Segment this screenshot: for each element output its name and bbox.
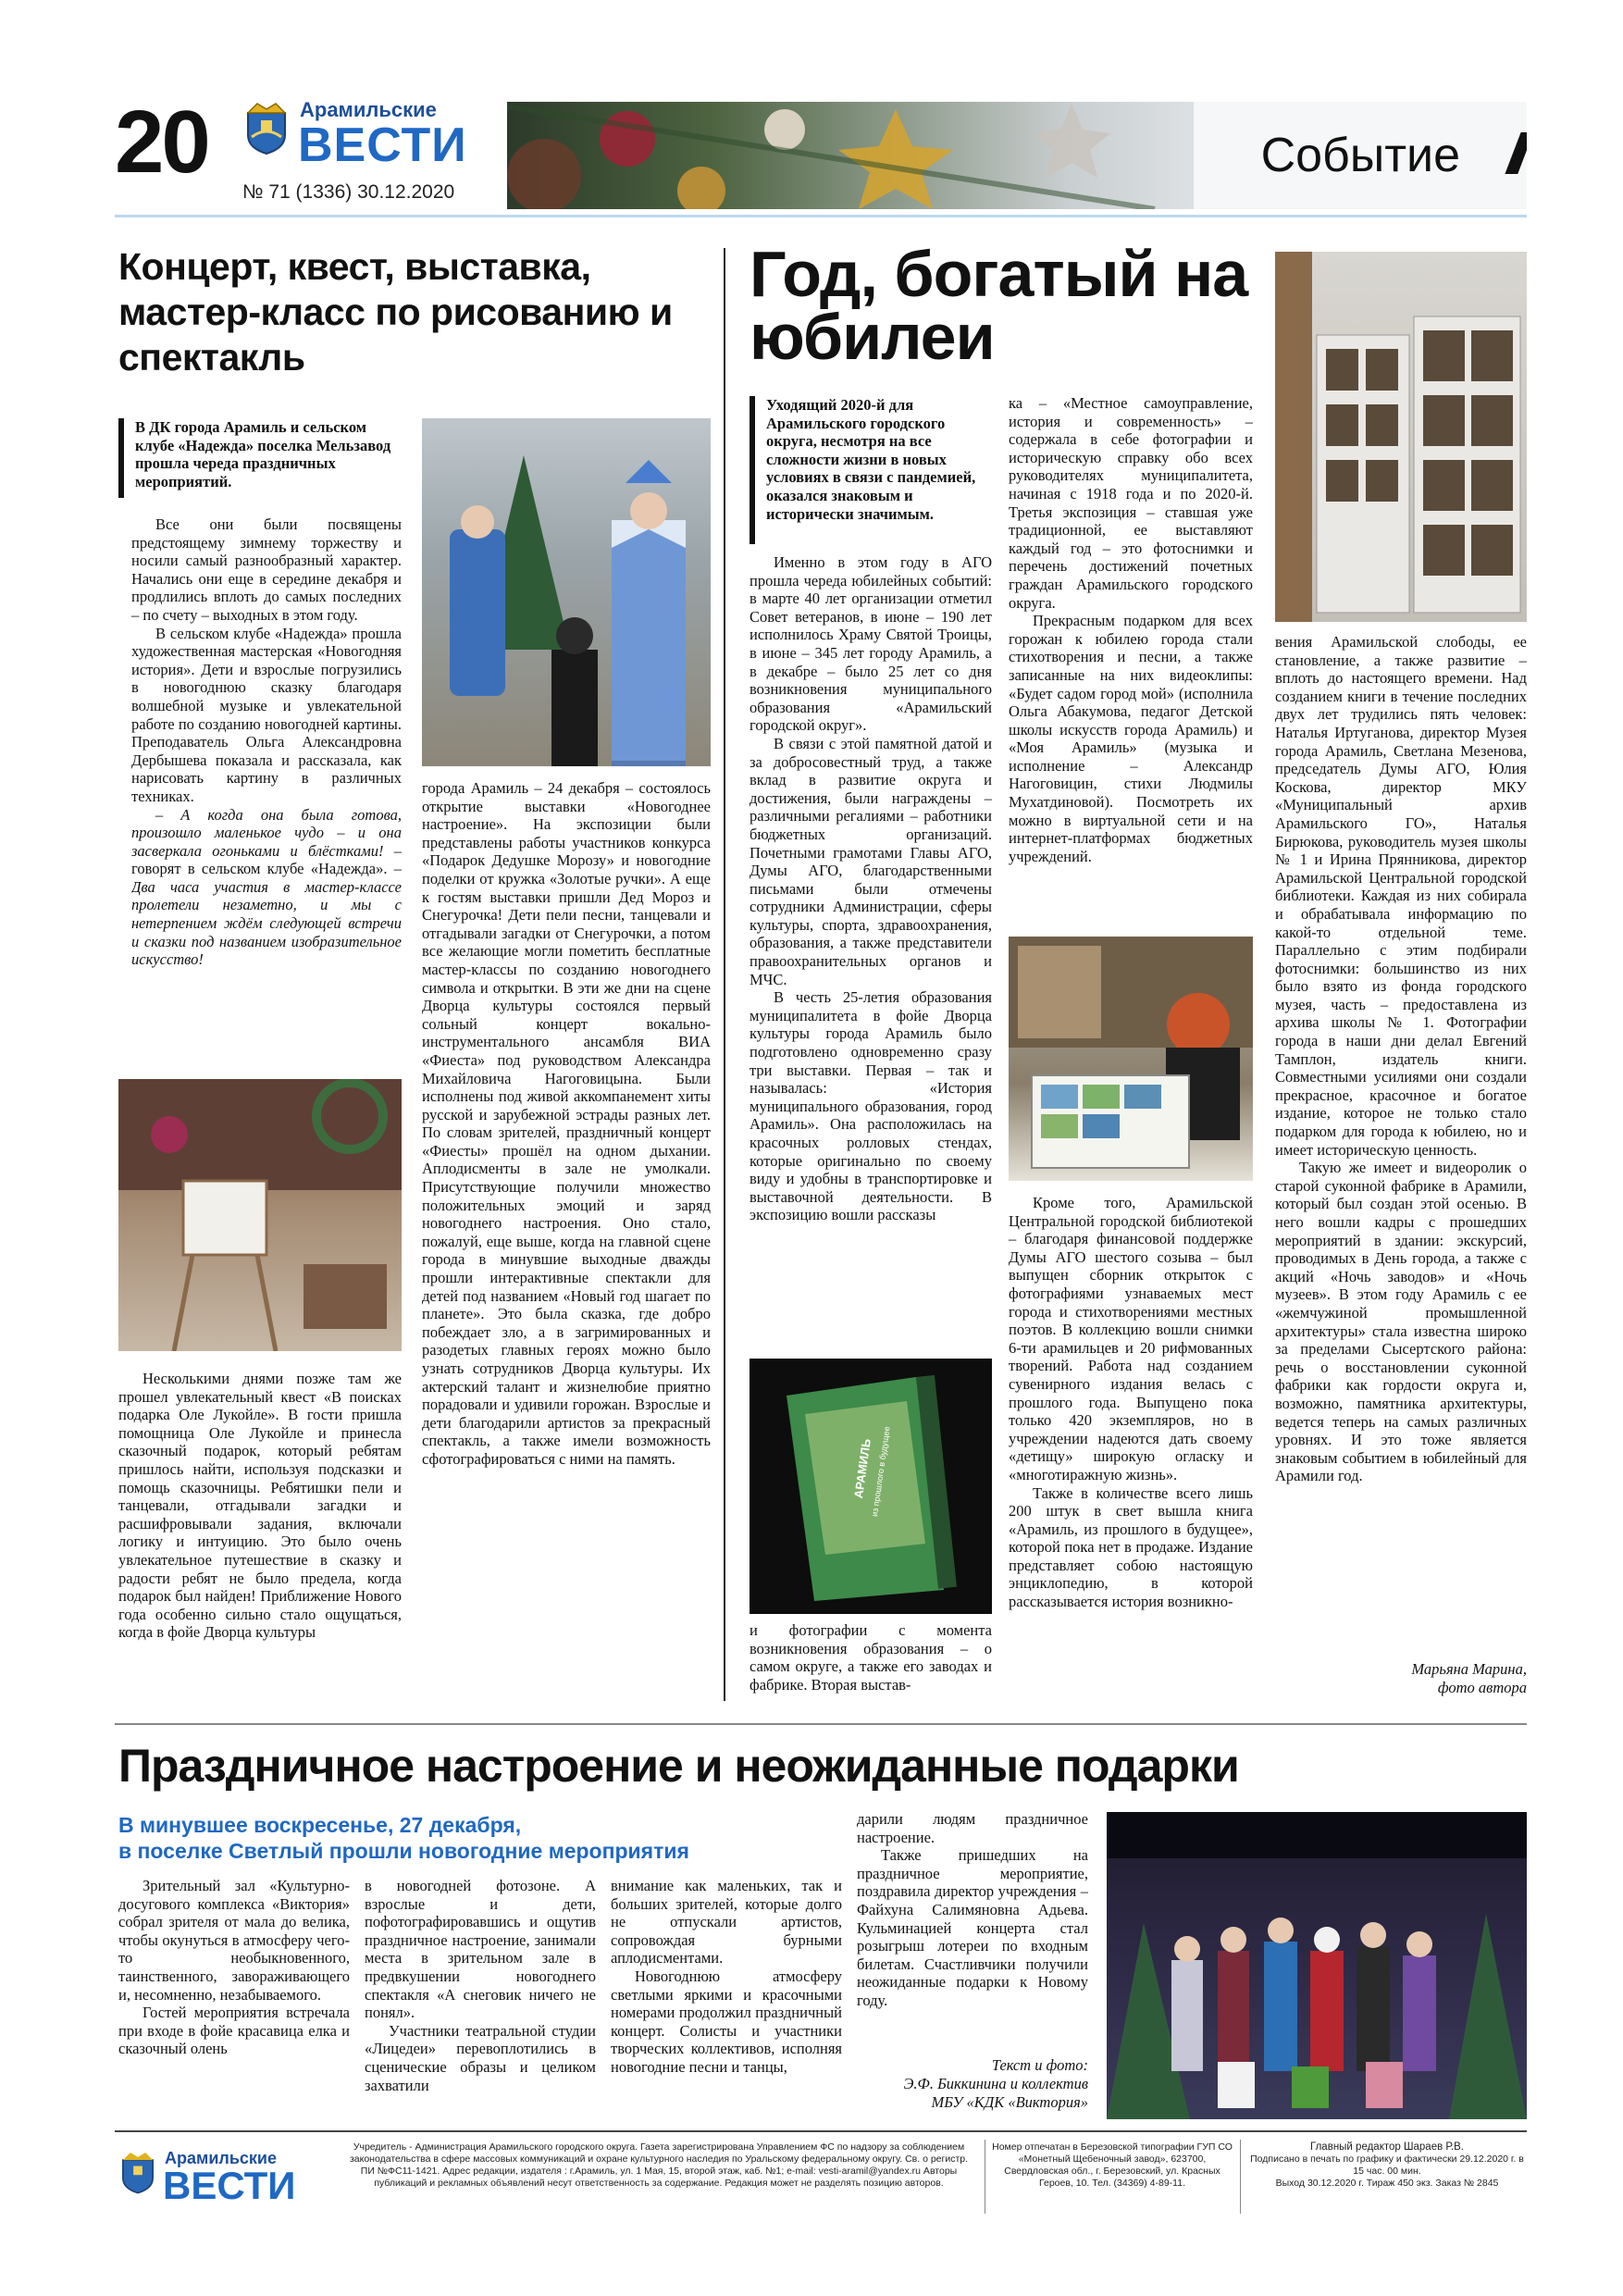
photo-illustration: [422, 418, 711, 766]
masthead-logo: [242, 96, 492, 181]
issue-number: № 71 (1336) 30.12.2020: [242, 181, 455, 203]
article2-paragraph: вения Арамильской слободы, ее становление, а также развитие – вплоть до настоящего времени. Над созданием книги в течение последних двух лет трудились пять человек: Наталья Иртуганова, директор Музея города Арамиль, Светлана Мезенова, председатель Думы АГО, Юлия Коскова, директор МКУ «Муниципальный архив Арамильского ГО», Наталья Бирюкова, руководитель музея школы № 1 и Ирина Прянникова, директор Арамильской Центральной городской библиотеки. Каждая из них собирала и обрабатывала информацию по какой-то отдельной теме. Параллельно с этим подбирали фотоснимки: большинство из них было взято из фонда городского музея, часть – предоставлена из архива школы № 1. Фотографии города в наши дни делал Евгений Тамплон, издатель книги. Совместными усилиями они создали прекрасное, красочное и богатое издание, которое не только стало подарком для города к юбилею, но и имеет историческую ценность.: [1275, 633, 1527, 1159]
article2-paragraph: В связи с этой памятной датой и за добросовестный труд, а также вклад в развитие округа и достижения, были награждены – различными регалиями – работники бюджетных организаций. Почетными грамотами Главы АГО, Думы АГО, благодарственными письмами были отмечены сотрудники Администрации, сферы культуры, спорта, здравоохранения, образования, а также представители правоохранительных органов и МЧС.: [750, 734, 992, 988]
article2-column-1b: [750, 1621, 992, 1705]
article2-credit-name: Марьяна Марина,: [1411, 1660, 1527, 1678]
article3-credit-1: Текст и фото:: [991, 2056, 1088, 2074]
article1-lead: В ДК города Арамиль и сельском клубе «Надежда» поселка Мельзавод прошла череда праздничных мероприятий.: [118, 418, 402, 498]
photo-book-aramil: [750, 1359, 992, 1614]
footer-signed: Подписано в печать по графику и фактически 29.12.2020 г. в 15 час. 00 мин.: [1250, 2153, 1524, 2177]
photo-illustration: [1107, 1812, 1527, 2119]
article3-subtitle-1: В минувшее воскресенье, 27 декабря,: [118, 1813, 522, 1837]
logo-top-text: Арамильские: [300, 98, 437, 121]
article3-title: Праздничное настроение и неожиданные подарки: [118, 1740, 1239, 1792]
photo-illustration: [118, 1079, 402, 1351]
article3-paragraph: Также пришедших на праздничное мероприятие, поздравила директор учреждения – Файхуна Салимяновна Адьева. Кульминацией концерта стал розыгрыш лотереи по входным билетам. Счастливчики получили неожиданные подарки к Новому году.: [857, 1846, 1088, 2009]
crest-icon: [118, 2149, 157, 2195]
article2-column-3: [1275, 633, 1527, 1645]
article2-paragraph: Именно в этом году в АГО прошла череда юбилейных событий: в марте 40 лет организации отметил Совет ветеранов, в июне – 190 лет исполнилось Храму Святой Троицы, в июне – 345 лет городу Арамиль, а в декабре – было 25 лет со дня возникновения муниципального образования «Арамильский городской округ».: [750, 553, 992, 735]
logo-bottom-text: ВЕСТИ: [298, 118, 467, 172]
article3-subtitle-2: в поселке Светлый прошли новогодние мероприятия: [118, 1839, 689, 1863]
article2-paragraph: и фотографии с момента возникновения образования – о самом округе, а также его заводах и фабрике. Вторая выстав-: [750, 1621, 992, 1694]
article1-quote-2: – Два часа участия в мастер-классе пролетели незаметно, и мы с нетерпением ждём следующей встречи и сказки под названием изобразительное искусство!: [131, 860, 402, 969]
article1-title: Концерт, квест, выставка, мастер-класс по рисованию и спектакль: [118, 245, 673, 379]
footer-print-info: Номер отпечатан в Березовской типографии ГУП СО «Монетный Щебеночный завод», 623700, Свердловская обл., г. Березовский, ул. Красных Героев, 10. Тел. (34369) 4-89-11.: [992, 2141, 1233, 2189]
article1-column-2: [422, 779, 711, 1701]
article2-title: Год, богатый на юбилеи: [750, 238, 1248, 373]
article3-paragraph: Новогоднюю атмосферу светлыми яркими и красочными номерами продолжил праздничный концерт. Солисты и участники творческих коллективов, исполняя новогодние песни и танцы,: [611, 1967, 842, 2076]
article1-paragraph: В сельском клубе «Надежда» прошла художественная мастерская «Новогодняя история». Дети и взрослые погрузились в новогоднюю сказку благодаря волшебной музыке и увлекательной работе по созданию новогодней картины. Преподаватель Ольга Александровна Дербышева показала и рассказала, как нарисовать картину в различных техниках.: [131, 624, 402, 805]
article3-paragraph: Зрительный зал «Культурно-досугового комплекса «Виктория» собрал зрителя от мала до велика, чтобы окунуться в атмосферу чего-то необыкновенного, таинственного, завораживающего и, несомненно, незабываемого.: [118, 1877, 350, 2004]
footer-logo-bottom: ВЕСТИ: [163, 2164, 296, 2207]
article2-paragraph: Также в количестве всего лишь 200 штук в свет вышла книга «Арамиль, из прошлого в будущее», которой пока нет в продаже. Издание представляет собою настоящую энциклопедию, в которой рассказывается история возникно-: [1009, 1483, 1253, 1611]
article1-quote-attribution: – говорят в сельском клубе «Надежда».: [131, 841, 402, 878]
article2-credit-role: фото автора: [1437, 1679, 1527, 1696]
article2-paragraph: Прекрасным подарком для всех горожан к юбилею города стали стихотворения и песни, а также записанные на них видеоклипы: «Будет садом город мой» (исполнила Ольга Абакумова, педагог Детской школы искусств города Арамиль) и «Моя Арамиль» (музыка и исполнение – Александр Нагоговицин, стихи Людмилы Мухатдиновой). Посмотреть их можно в виртуальной сети и на интернет-платформах бюджетных учреждений.: [1009, 612, 1253, 865]
page-number: 20: [115, 93, 208, 192]
footer-logo: [118, 2140, 331, 2214]
article3-paragraph: Гостей мероприятия встречала при входе в фойе красавица елка и сказочный олень: [118, 2004, 350, 2058]
section-divider: [115, 1723, 1527, 1725]
footer-editor-name: Главный редактор Шараев Р.В.: [1310, 2141, 1464, 2153]
photo-easel-painting: [118, 1079, 402, 1351]
article2-paragraph: ка – «Местное самоуправление, история и современность» – содержала в себе фотографии и историческую справку обо всех руководителях муниципалитета, начиная с 1918 года и по 2020-й. Третья экспозиция – ставшая уже традиционной, ее выставляют каждый год – это фотоснимки и перечень достижений почетных граждан Арамильского городского округа.: [1009, 394, 1253, 612]
photo-postcard-exhibition: [1009, 937, 1253, 1181]
article3-paragraph: внимание как маленьких, так и больших зрителей, которые долго не отпускали артистов, сопровождая бурными аплодисментами.: [611, 1877, 842, 1967]
article1-column-1a: [131, 515, 402, 1071]
article3-column-3: [611, 1877, 842, 2121]
article3-column-4: [857, 1810, 1088, 2051]
footer-divider: [1240, 2140, 1241, 2214]
article1-column-1b: [118, 1370, 402, 1701]
article3-column-2: [365, 1877, 596, 2121]
photo-illustration: [1275, 252, 1527, 622]
book-subtitle: из прошлого в будущее: [870, 1425, 892, 1518]
photo-illustration: [750, 1359, 992, 1614]
article1-paragraph: города Арамиль – 24 декабря – состоялось открытие выставки «Новогоднее настроение». На экспозиции были представлены работы участников конкурса «Подарок Дедушке Морозу» и новогодние поделки от кружка «Золотые ручки». А еще к гостям выставки пришли Дед Мороз и Снегурочка! Дети пели песни, танцевали и отгадывали загадки от Снегурочки, а потом все желающие могли пометить бесплатные мастер-классы по созданию новогоднего символа и открытки. В эти же дни на сцене Дворца культуры состоялся первый сольный концерт вокально-инструментального ансамбля ВИА «Фиеста» под руководством Александра Михайловича Нагоговицына. Были исполнены под живой аккомпанемент хиты русской и зарубежной эстрады разных лет. По словам зрителей, праздничный концерт «Фиесты» прошёл на одном дыхании. Аплодисменты в зале не умолкали. Присутствующие получили множество положительных эмоций и заряд новогоднего настроения. Оно стало, пожалуй, еще выше, когда на главной сцене города в минувшие выходные дважды прошли интерактивные спектакли для детей под названием «Новый год шагает по планете». Это была сказка, где добро побеждает зло, а в загримированных и разодетых главных героях можно было узнать сотрудников Дворца культуры. Их актерский талант и жизнелюбие приятно порадовали и удивили горожан. Взрослые и дети благодарили артистов за прекрасный спектакль, а также имели возможность сфотографироваться с ними на память.: [422, 779, 711, 1468]
photo-ded-moroz-snegurochka: [422, 418, 711, 766]
article2-paragraph: Кроме того, Арамильской Центральной городской библиотекой – благодаря финансовой поддержке Думы АГО шестого созыва – был выпущен сборник открыток с фотографиями узнаваемых мест города и стихотворениями местных поэтов. В коллекцию вошли снимки 6-ти арамильцев и 20 рифмованных творений. Работа над созданием сувенирного издания велась с прошлого года. Выпущено пока только 420 экземпляров, но в учреждении надеются дать своему «детищу» широкую огласку и «многотиражную жизнь».: [1009, 1194, 1253, 1483]
article3-paragraph: дарили людям праздничное настроение.: [857, 1810, 1088, 1846]
footer-circulation: Выход 30.12.2020 г. Тираж 450 экз. Заказ № 2845: [1275, 2178, 1499, 2189]
article1-paragraph: Несколькими днями позже там же прошел увлекательный квест «В поисках подарка Оле Лукойле». В гости пришла помощница Оле Лукойле и принесла сказочный подарок, который ребятам пришлось найти, используя подсказки и помощь сказочницы. Ребятишки пели и танцевали, отгадывали загадки и расшифровывали задания, включали логику и интуицию. Это было очень увлекательное путешествие в сказку и радости ребят не было предела, когда подарок был найден! Приближение Нового года особенно сильно стало ощущаться, когда в фойе Дворца культуры: [118, 1370, 402, 1642]
footer-top-rule: [115, 2130, 1527, 2132]
article1-paragraph: Все они были посвящены предстоящему зимнему торжеству и носили самый разнообразный характер. Начались они еще в середине декабря и продлились вплоть до самых последних – по счету – выходных в этом году.: [131, 515, 402, 624]
article2-lead: Уходящий 2020-й для Арамильского городского округа, несмотря на все сложности жизни в новых условиях в связи с пандемией, оказался знаковым и исторически значимым.: [750, 396, 992, 544]
footer-founder-info: Учредитель - Администрация Арамильского городского округа. Газета зарегистрирована Управлением ФС по надзору за соблюдением законодательства в сфере массовых коммуникаций и охране культурного наследия по Уральскому федеральному округу. Св. о регистр. ПИ №ФС11-1421. Адрес редакции, издателя : г.Арамиль, ул. 1 Мая, 15, второй этаж, каб. №1; e-mail: vesti-aramil@yandex.ru Авторы публикаций и рекламных объявлений несут ответственность за содержание. Редакция может не разделять позицию авторов.: [349, 2141, 969, 2189]
crest-icon: [242, 100, 291, 155]
footer-logo-top: Арамильские: [165, 2149, 277, 2167]
article2-column-2b: [1009, 1194, 1253, 1705]
article3-credit-3: МБУ «КДК «Виктория»: [931, 2093, 1088, 2111]
article2-column-1a: [750, 553, 992, 1349]
article2-paragraph: Такую же имеет и видеоролик о старой суконной фабрике в Арамили, который был создан этой осенью. В него вошли кадры с прошедших мероприятий в здании: экскурсий, проводимых в День города, а также с акций «Ночь заводов» и «Ночь музеев». В этом году Арамиль с ее «жемчужиной промышленной архитектуры» стала известна широко за пределами Сысертского района: речь о восстановлении суконной фабрики как гордости округа и, возможно, памятника архитектуры, ведется теперь на самых различных уровнях. И это тоже является знаковым событием в юбилейный для Арамили год.: [1275, 1159, 1527, 1485]
article2-column-2a: [1009, 394, 1253, 938]
header-bottom-rule: [115, 215, 1527, 217]
article3-credit-2: Э.Ф. Биккинина и коллектив: [903, 2075, 1088, 2092]
article1-quote: – А когда она была готова, произошло маленькое чудо – и она засверкала огоньками и блёстками!: [131, 805, 402, 860]
article3-paragraph: в новогодней фотозоне. А взрослые и дети, пофотографировавшись и ощутив праздничное настроение, занимали места в зрительном зале в предвкушении новогоднего спектакля «А снеговик ничего не понял».: [365, 1877, 596, 2022]
article3-column-1: [118, 1877, 350, 2121]
footer-editor-info: [1247, 2141, 1527, 2190]
article1-quote-paragraph: [131, 806, 402, 969]
section-title: Событие: [1260, 129, 1460, 182]
section-mark: //: [1506, 123, 1519, 185]
photo-illustration: [1009, 937, 1253, 1181]
article3-paragraph: Участники театральной студии «Лицедеи» перевоплотились в сценические образы и целиком захватили: [365, 2021, 596, 2094]
photo-portrait-gallery: [1275, 252, 1527, 622]
article2-paragraph: В честь 25-летия образования муниципалитета в фойе Дворца культуры города Арамиль было подготовлено одновременно сразу три выставки. Первая – так и называлась: «История муниципального образования, город Арамиль». Она расположилась на красочных ролловых стендах, которые оригинально по своему виду и удобны в транспортировке и выставочной деятельности. В экспозицию вошли рассказы: [750, 988, 992, 1224]
book-title: АРАМИЛЬ: [851, 1437, 873, 1500]
column-divider: [724, 248, 725, 1701]
photo-stage-performance: [1107, 1812, 1527, 2119]
header-banner: [507, 102, 1527, 209]
